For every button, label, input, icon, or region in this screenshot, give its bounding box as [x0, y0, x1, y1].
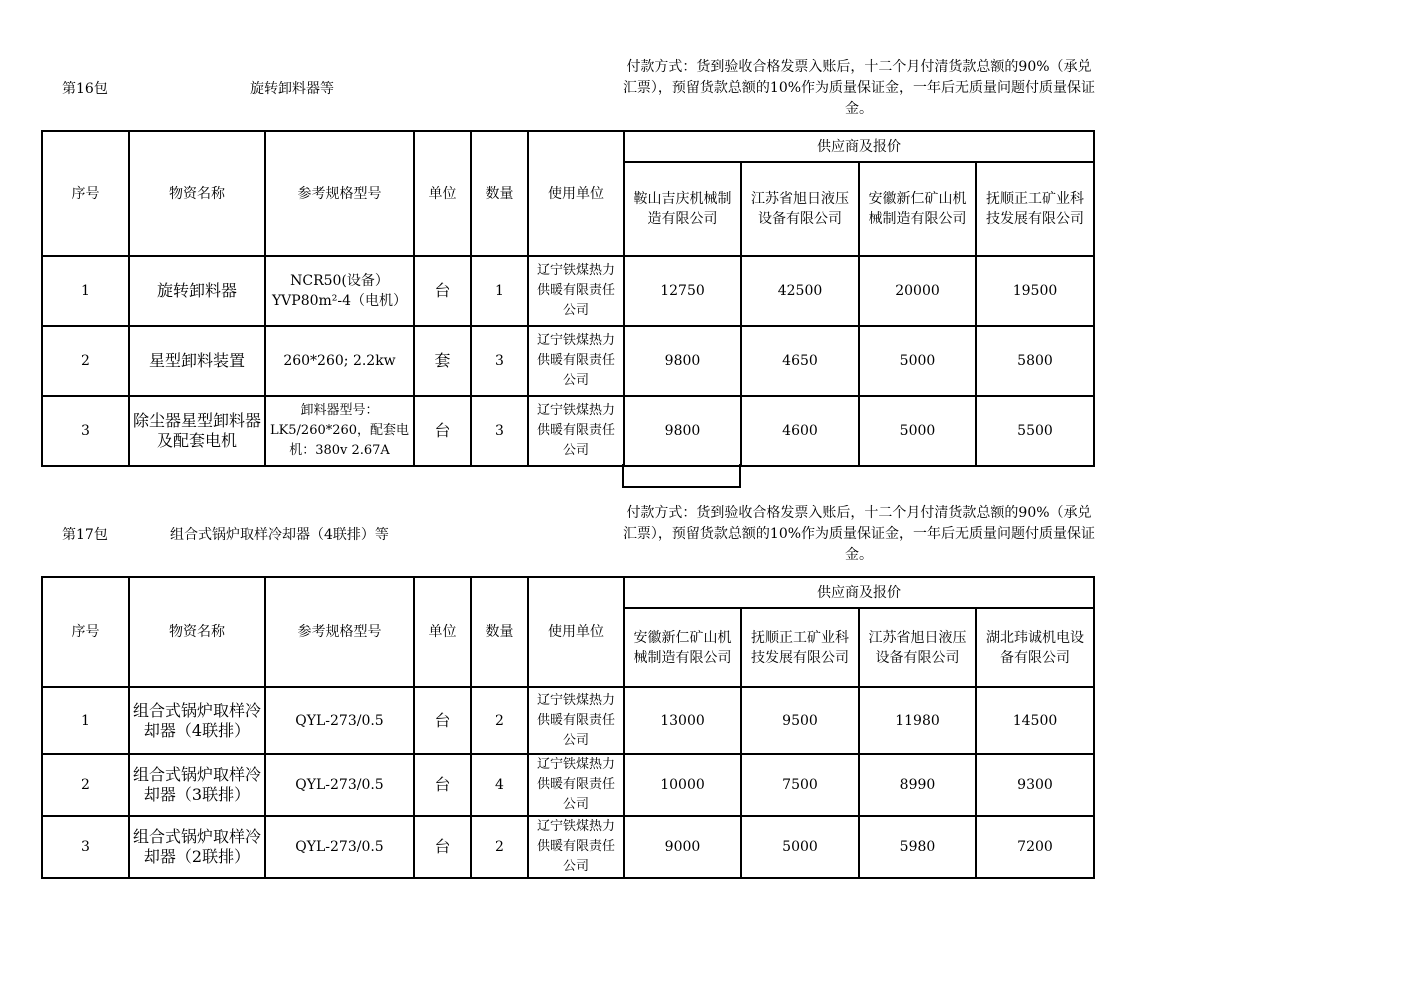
row-qty: 1: [471, 256, 528, 326]
row-qty: 2: [471, 816, 528, 878]
row-price-2: 4650: [741, 326, 859, 396]
header-user: 使用单位: [528, 131, 624, 256]
row-unit: 台: [414, 687, 471, 754]
row-unit: 套: [414, 326, 471, 396]
table-row: [42, 396, 1094, 466]
header-seq: 序号: [42, 577, 129, 687]
supplier-4: 湖北玮诚机电设备有限公司: [976, 608, 1094, 687]
row-price-1: 9800: [624, 326, 741, 396]
row-price-1: 13000: [624, 687, 741, 754]
supplier-3: 江苏省旭日液压设备有限公司: [859, 608, 976, 687]
header-name: 物资名称: [129, 577, 265, 687]
supplier-3: 安徽新仁矿山机械制造有限公司: [859, 162, 976, 256]
row-price-3: 5000: [859, 396, 976, 466]
row-name-text: 组合式锅炉取样冷却器（2联排）: [133, 827, 261, 866]
row-name: 星型卸料装置: [129, 326, 265, 396]
supplier-1: 安徽新仁矿山机械制造有限公司: [624, 608, 741, 687]
row-seq: 1: [42, 687, 129, 754]
row-user: 辽宁铁煤热力供暖有限责任公司: [528, 326, 624, 396]
package-16-title: 旋转卸料器等: [250, 81, 334, 97]
row-spec: 260*260; 2.2kw: [265, 326, 414, 396]
table-row: [42, 816, 1094, 878]
row-spec: [265, 396, 414, 466]
header-spec: 参考规格型号: [265, 577, 414, 687]
row-spec: QYL-273/0.5: [265, 687, 414, 754]
header-qty: 数量: [471, 131, 528, 256]
row-price-2: 7500: [741, 754, 859, 816]
row-price-4: 5500: [976, 396, 1094, 466]
row-price-4: 7200: [976, 816, 1094, 878]
row-price-3: 20000: [859, 256, 976, 326]
row-price-3: 8990: [859, 754, 976, 816]
supplier-4: 抚顺正工矿业科技发展有限公司: [976, 162, 1094, 256]
row-user: 辽宁铁煤热力供暖有限责任公司: [528, 754, 624, 816]
row-qty: 4: [471, 754, 528, 816]
package-17-title: 组合式锅炉取样冷却器（4联排）等: [170, 527, 389, 543]
row-name: [129, 687, 265, 754]
row-name: [129, 754, 265, 816]
row-unit: 台: [414, 754, 471, 816]
row-seq: 2: [42, 326, 129, 396]
header-unit: 单位: [414, 131, 471, 256]
row-price-4: 5800: [976, 326, 1094, 396]
row-price-3: 11980: [859, 687, 976, 754]
row-qty: 3: [471, 326, 528, 396]
row-unit: 台: [414, 256, 471, 326]
row-unit: 台: [414, 816, 471, 878]
supplier-1: 鞍山吉庆机械制造有限公司: [624, 162, 741, 256]
row-name: [129, 816, 265, 878]
header-unit: 单位: [414, 577, 471, 687]
row-user: 辽宁铁煤热力供暖有限责任公司: [528, 687, 624, 754]
header-spec: 参考规格型号: [265, 131, 414, 256]
row-price-4: 14500: [976, 687, 1094, 754]
supplier-2: 江苏省旭日液压设备有限公司: [741, 162, 859, 256]
row-seq: 3: [42, 816, 129, 878]
row-price-2: 5000: [741, 816, 859, 878]
row-price-3: 5980: [859, 816, 976, 878]
table-row: [42, 326, 1094, 396]
row-spec: QYL-273/0.5: [265, 754, 414, 816]
row-price-2: 9500: [741, 687, 859, 754]
row-price-4: 9300: [976, 754, 1094, 816]
table-row: [42, 687, 1094, 754]
row-price-1: 12750: [624, 256, 741, 326]
row-seq: 1: [42, 256, 129, 326]
row-name: 旋转卸料器: [129, 256, 265, 326]
package-17-label: 第17包: [62, 527, 108, 543]
empty-cell-box: [622, 464, 741, 488]
row-spec: NCR50(设备）YVP80m²-4（电机）: [265, 256, 414, 326]
header-name: 物资名称: [129, 131, 265, 256]
row-user: 辽宁铁煤热力供暖有限责任公司: [528, 396, 624, 466]
table-row: [42, 754, 1094, 816]
row-price-2: 4600: [741, 396, 859, 466]
row-seq: 3: [42, 396, 129, 466]
row-qty: 2: [471, 687, 528, 754]
row-spec: QYL-273/0.5: [265, 816, 414, 878]
header-qty: 数量: [471, 577, 528, 687]
row-price-3: 5000: [859, 326, 976, 396]
row-name: 除尘器星型卸料器及配套电机: [129, 396, 265, 466]
row-price-1: 9000: [624, 816, 741, 878]
supplier-2: 抚顺正工矿业科技发展有限公司: [741, 608, 859, 687]
table-row: [42, 256, 1094, 326]
row-unit: 台: [414, 396, 471, 466]
header-seq: 序号: [42, 131, 129, 256]
row-qty: 3: [471, 396, 528, 466]
row-price-1: 9800: [624, 396, 741, 466]
row-name-text: 组合式锅炉取样冷却器（3联排）: [133, 765, 261, 804]
header-supplier-group: 供应商及报价: [624, 131, 1094, 162]
row-seq: 2: [42, 754, 129, 816]
row-spec-text: 卸料器型号：LK5/260*260，配套电机：380v 2.67A: [269, 403, 410, 458]
package-16-table: [41, 130, 1095, 467]
row-user: 辽宁铁煤热力供暖有限责任公司: [528, 816, 624, 878]
row-price-4: 19500: [976, 256, 1094, 326]
package-16-payment-terms: 付款方式：货到验收合格发票入账后，十二个月付清货款总额的90%（承兑汇票），预留货款总额的10%作为质量保证金，一年后无质量问题付质量保证金。: [622, 59, 1096, 117]
header-supplier-group: 供应商及报价: [624, 577, 1094, 608]
package-17-table: [41, 576, 1095, 879]
row-user: 辽宁铁煤热力供暖有限责任公司: [528, 256, 624, 326]
package-17-payment-terms: 付款方式：货到验收合格发票入账后，十二个月付清货款总额的90%（承兑汇票），预留货款总额的10%作为质量保证金，一年后无质量问题付质量保证金。: [622, 505, 1096, 563]
header-user: 使用单位: [528, 577, 624, 687]
row-name-text: 组合式锅炉取样冷却器（4联排）: [133, 700, 261, 740]
row-price-2: 42500: [741, 256, 859, 326]
row-price-1: 10000: [624, 754, 741, 816]
package-16-label: 第16包: [62, 81, 108, 97]
